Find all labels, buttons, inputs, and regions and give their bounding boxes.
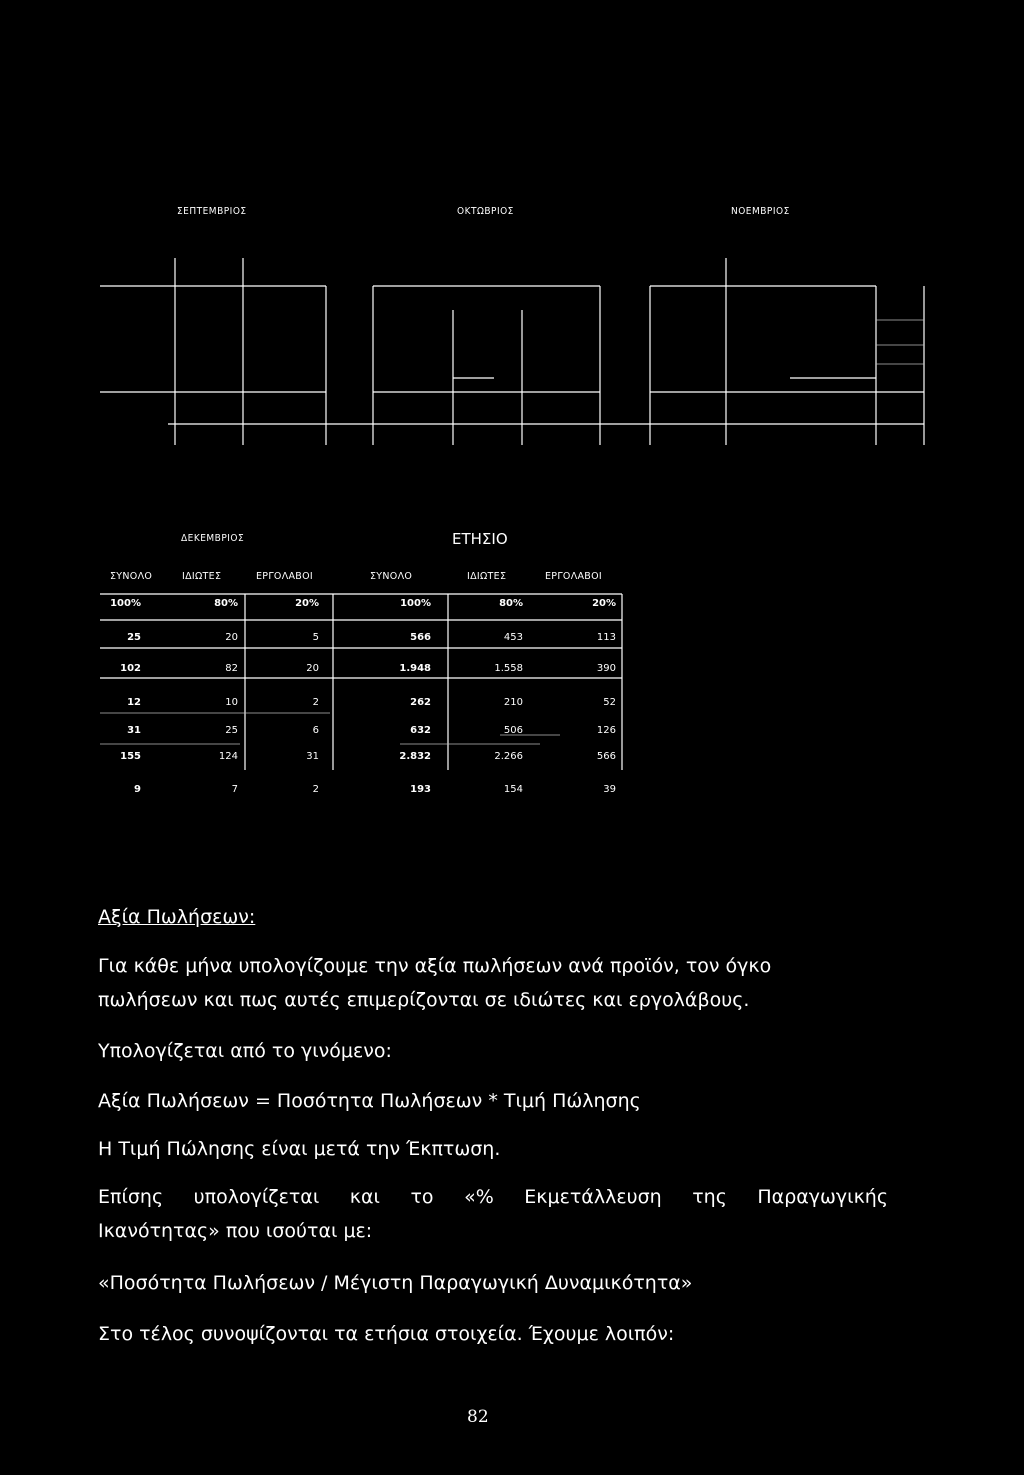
formula-line: «Ποσότητα Πωλήσεων / Μέγιστη Παραγωγική Δυναμικότητα» [98, 1272, 693, 1294]
formula-line: Αξία Πωλήσεων = Ποσότητα Πωλήσεων * Τιμή Πώλησης [98, 1090, 641, 1112]
paragraph-line: Ικανότητας» που ισούται με: [98, 1220, 373, 1242]
table-cell: 82 [225, 663, 238, 674]
table-cell: 155 [120, 751, 141, 762]
paragraph-line: Επίσης υπολογίζεται και το «% Εκμετάλλευση της Παραγωγικής [98, 1186, 888, 1208]
table-cell: 453 [503, 632, 523, 643]
table-cell: 102 [120, 663, 141, 674]
table-cell: 100% [110, 598, 141, 609]
table-cell: 566 [410, 632, 431, 643]
table-cell: 20 [225, 632, 238, 643]
month-header-october: ΟΚΤΩΒΡΙΟΣ [457, 206, 514, 217]
table-cell: 390 [596, 663, 616, 674]
table-cell: 2.832 [399, 751, 431, 762]
table-cell: 2 [312, 784, 319, 795]
table-cell: 1.558 [494, 663, 523, 674]
table-cell: 506 [503, 725, 523, 736]
annual-title: ΕΤΗΣΙΟ [452, 530, 508, 548]
col-header-private-dec: ΙΔΙΩΤΕΣ [182, 571, 222, 582]
col-header-contractors-annual: ΕΡΓΟΛΑΒΟΙ [545, 571, 602, 582]
paragraph-line: Για κάθε μήνα υπολογίζουμε την αξία πωλήσεων ανά προϊόν, τον όγκο [98, 955, 772, 977]
table-cell: 632 [410, 725, 431, 736]
table-cell: 80% [499, 598, 523, 609]
table-cell: 193 [410, 784, 431, 795]
table-cell: 39 [603, 784, 616, 795]
table-cell: 6 [312, 725, 319, 736]
table-cell: 113 [596, 632, 616, 643]
table-cell: 20% [592, 598, 616, 609]
table-cell: 126 [596, 725, 616, 736]
month-header-november: ΝΟΕΜΒΡΙΟΣ [731, 206, 790, 217]
table-cell: 210 [503, 697, 523, 708]
page-number: 82 [467, 1407, 489, 1427]
table-cell: 52 [603, 697, 616, 708]
table-cell: 31 [127, 725, 141, 736]
paragraph-line: Υπολογίζεται από το γινόμενο: [98, 1040, 392, 1062]
table-cell: 262 [410, 697, 431, 708]
col-header-total-dec: ΣΥΝΟΛΟ [110, 571, 153, 582]
table-cell: 566 [596, 751, 616, 762]
table-cell: 31 [306, 751, 319, 762]
col-header-private-annual: ΙΔΙΩΤΕΣ [467, 571, 507, 582]
col-header-total-annual: ΣΥΝΟΛΟ [370, 571, 413, 582]
table-cell: 2.266 [494, 751, 523, 762]
month-header-september: ΣΕΠΤΕΜΒΡΙΟΣ [177, 206, 247, 217]
table-cell: 7 [231, 784, 238, 795]
table-cell: 10 [225, 697, 238, 708]
col-header-contractors-dec: ΕΡΓΟΛΑΒΟΙ [256, 571, 313, 582]
table-cell: 20% [295, 598, 319, 609]
table-cell: 124 [218, 751, 238, 762]
table-cell: 12 [127, 697, 141, 708]
table-cell: 2 [312, 697, 319, 708]
paragraph-line: Η Τιμή Πώλησης είναι μετά την Έκπτωση. [98, 1138, 501, 1160]
table-cell: 25 [225, 725, 238, 736]
table-cell: 1.948 [399, 663, 431, 674]
table-cell: 100% [400, 598, 431, 609]
section-title: Αξία Πωλήσεων: [98, 906, 256, 928]
table-cell: 5 [312, 632, 319, 643]
paragraph-line: πωλήσεων και πως αυτές επιμερίζονται σε ιδιώτες και εργολάβους. [98, 989, 750, 1011]
table-cell: 154 [503, 784, 523, 795]
table-cell: 25 [127, 632, 141, 643]
table-cell: 9 [134, 784, 141, 795]
paragraph-line: Στο τέλος συνοψίζονται τα ετήσια στοιχεία. Έχουμε λοιπόν: [98, 1323, 675, 1345]
month-header-december: ΔΕΚΕΜΒΡΙΟΣ [181, 533, 245, 544]
table-cell: 20 [306, 663, 319, 674]
table-cell: 80% [214, 598, 238, 609]
